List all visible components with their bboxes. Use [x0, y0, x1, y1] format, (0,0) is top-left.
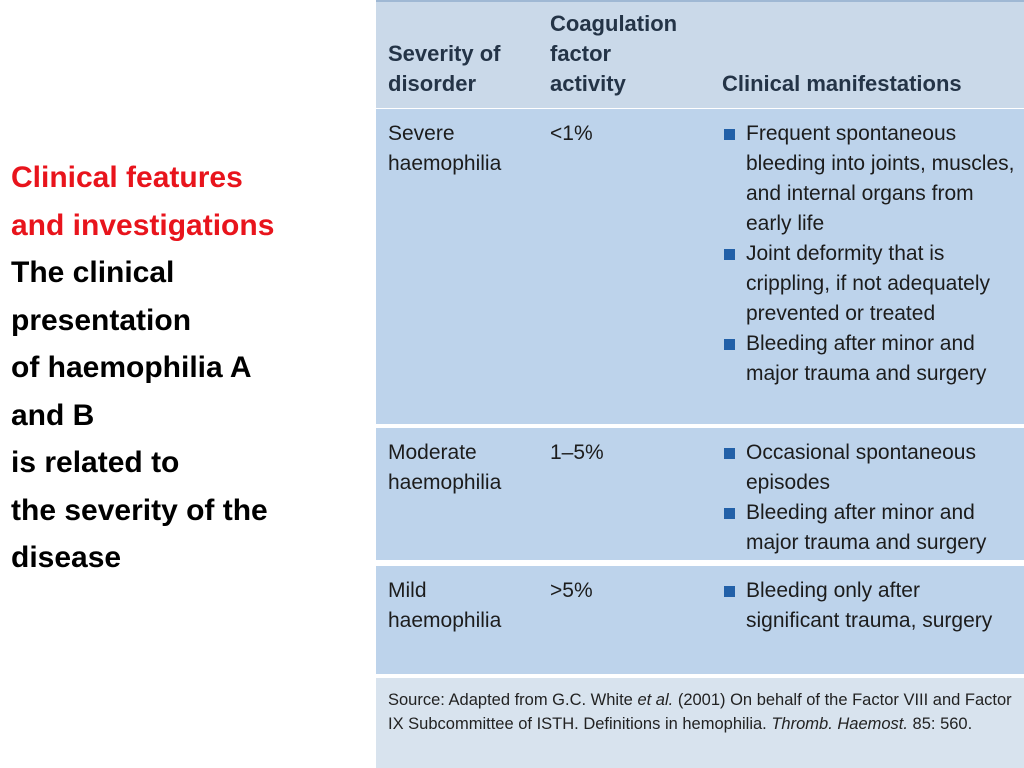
severity-line: Moderate	[388, 441, 477, 464]
severity-line: Mild	[388, 579, 427, 602]
manifestation-text: Bleeding after minor and major trauma and surgery	[746, 501, 987, 554]
manifestation-text: Bleeding after minor and major trauma and surgery	[746, 332, 987, 385]
header-activity-line: Coagulation	[550, 11, 678, 36]
manifestation-text: Occasional spontaneous episodes	[746, 441, 976, 494]
slide-body-line: disease	[11, 541, 122, 574]
slide-text-block	[11, 154, 361, 582]
source-suffix: 85: 560.	[907, 715, 973, 733]
activity-cell: <1%	[550, 122, 593, 145]
header-severity	[388, 39, 501, 99]
manifestation-item	[722, 498, 1017, 558]
severity-line: haemophilia	[388, 152, 502, 175]
manifestation-text: Bleeding only after significant trauma, surgery	[746, 579, 993, 632]
manifestation-item	[722, 239, 1017, 329]
activity-cell: >5%	[550, 579, 593, 602]
slide-body-line: is related to	[11, 446, 180, 479]
slide-heading-line-2: and investigations	[11, 208, 275, 242]
manifestations-cell	[722, 119, 1017, 389]
header-manifestations	[722, 69, 962, 99]
square-bullet-icon	[724, 448, 735, 459]
source-journal: Thromb. Haemost.	[771, 715, 908, 733]
slide-heading-line-1: Clinical features	[11, 161, 243, 194]
slide-body-line: of haemophilia A	[11, 351, 252, 384]
square-bullet-icon	[724, 586, 735, 597]
slide-body-line: presentation	[11, 303, 192, 337]
table-source-note	[376, 678, 1024, 768]
severity-cell	[388, 576, 538, 636]
manifestation-item	[722, 576, 1017, 636]
manifestation-text: Joint deformity that is crippling, if not adequately prevented or treated	[746, 242, 990, 325]
square-bullet-icon	[724, 129, 735, 140]
slide-body-line: the severity of the	[11, 493, 268, 527]
manifestations-cell	[722, 576, 1017, 636]
header-activity-line: factor	[550, 41, 612, 66]
table-row-moderate	[376, 428, 1024, 560]
source-prefix: Source: Adapted from G.C. White	[388, 691, 638, 709]
header-severity-line: Severity of	[388, 41, 501, 66]
severity-line: Severe	[388, 122, 455, 145]
manifestation-item	[722, 329, 1017, 389]
severity-line: haemophilia	[388, 471, 502, 494]
slide-body-line: and B	[11, 398, 95, 432]
source-citation	[388, 688, 1018, 736]
severity-line: haemophilia	[388, 609, 502, 632]
header-manifestations-line: Clinical manifestations	[722, 71, 962, 96]
severity-cell	[388, 438, 538, 498]
square-bullet-icon	[724, 249, 735, 260]
header-severity-line: disorder	[388, 71, 477, 96]
source-middle: (2001) On behalf of the Factor VIII and Factor IX Subcommittee of ISTH. Definitions in hemophilia.	[388, 691, 1012, 733]
haemophilia-severity-table	[376, 0, 1024, 768]
table-header-row	[376, 0, 1024, 108]
manifestations-cell	[722, 438, 1017, 558]
manifestation-text: Frequent spontaneous bleeding into joints, muscles, and internal organs from early life	[746, 122, 1015, 235]
square-bullet-icon	[724, 508, 735, 519]
slide-body-line: The clinical	[11, 256, 175, 289]
header-activity	[550, 9, 677, 99]
table-row-mild	[376, 566, 1024, 674]
square-bullet-icon	[724, 339, 735, 350]
table-row-severe	[376, 109, 1024, 424]
severity-cell	[388, 119, 538, 179]
manifestation-item	[722, 438, 1017, 498]
source-et-al: et al.	[637, 691, 674, 709]
manifestation-item	[722, 119, 1017, 239]
activity-cell: 1–5%	[550, 441, 604, 464]
header-activity-line: activity	[550, 71, 626, 96]
